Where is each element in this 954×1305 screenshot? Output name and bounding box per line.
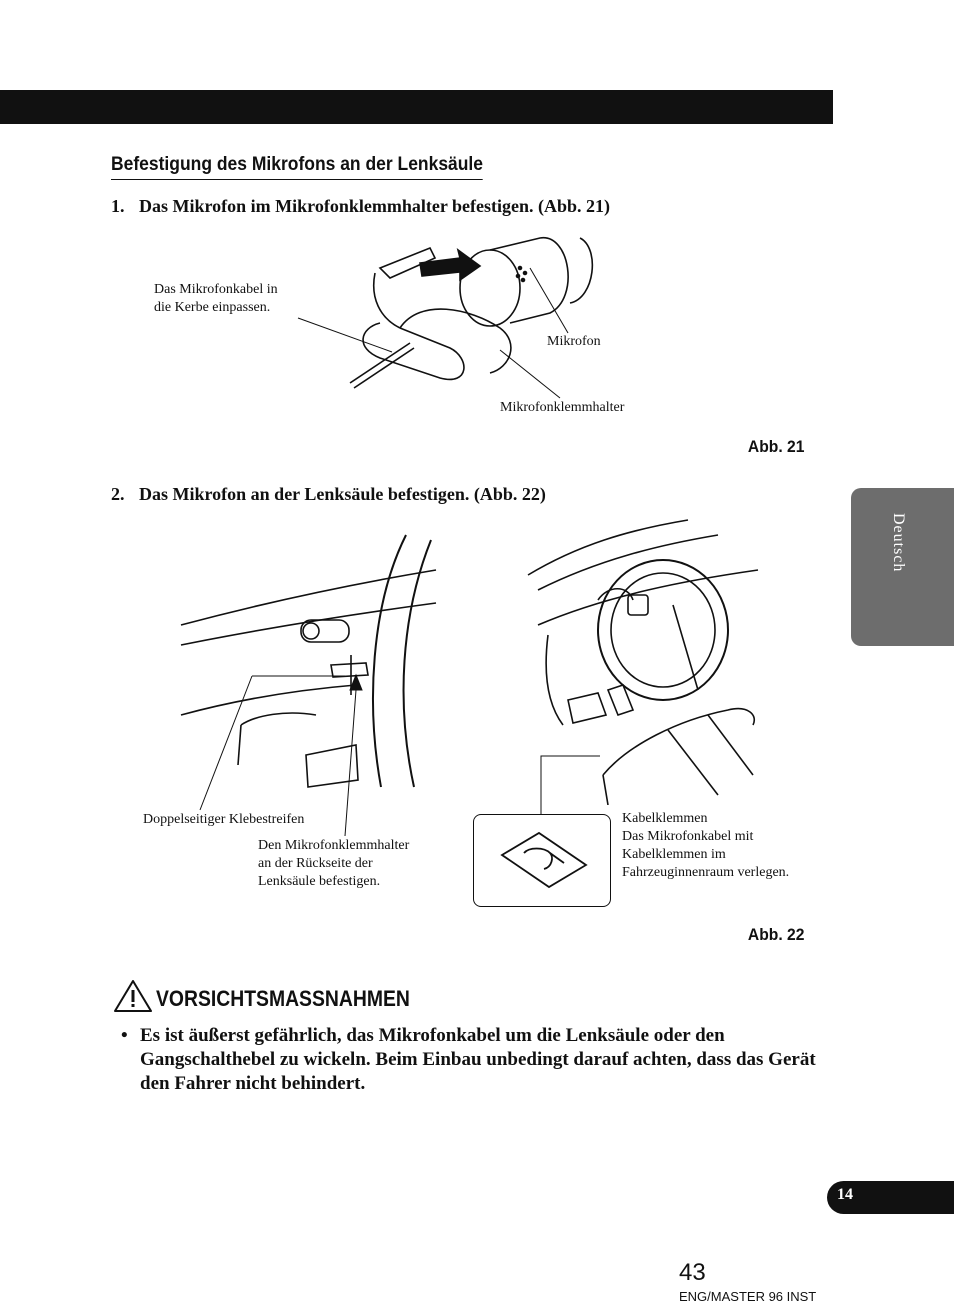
step-2-number: 2. (111, 484, 125, 504)
section-heading: Befestigung des Mikrofons an der Lenksäule (111, 154, 483, 180)
label-mount-holder: Den Mikrofonklemmhalter an der Rückseite der Lenksäule befestigen. (258, 838, 410, 889)
language-tab (851, 488, 954, 646)
footer-code: ENG/MASTER 96 INST (679, 1289, 817, 1304)
figure-21-caption: Abb. 21 (747, 437, 804, 456)
label-double-sided-tape: Doppelseitiger Klebestreifen (143, 812, 305, 827)
cable-clamp-inset (473, 814, 611, 907)
warning-triangle-icon (113, 979, 153, 1013)
label-cable-clamps: Kabelklemmen Das Mikrofonkabel mit Kabelklemmen im Fahrzeuginnenraum verlegen. (622, 811, 790, 880)
step-2-text: Das Mikrofon an der Lenksäule befestigen. (Abb. 22) (139, 484, 546, 504)
page-badge-number: 14 (837, 1186, 853, 1203)
label-cable-notch: Das Mikrofonkabel in die Kerbe einpassen. (154, 282, 278, 315)
language-tab-label: Deutsch (890, 513, 907, 573)
warning-title: VORSICHTSMASSNAHMEN (156, 986, 410, 1011)
step-1-text: Das Mikrofon im Mikrofonklemmhalter befestigen. (Abb. 21) (139, 196, 610, 216)
cable-clamp-icon (494, 827, 594, 893)
label-microphone: Mikrofon (547, 334, 601, 349)
bullet-dot: • (121, 1025, 128, 1046)
page-number: 43 (679, 1259, 706, 1286)
label-clamp-holder: Mikrofonklemmhalter (500, 400, 625, 415)
warning-bullet: Es ist äußerst gefährlich, das Mikrofonkabel um die Lenksäule oder den Gangschalthebel zu wickeln. Beim Einbau unbedingt darauf achten, dass das Gerät den Fahrer nicht behindert. (140, 1025, 816, 1094)
figure-22-caption: Abb. 22 (747, 925, 804, 944)
step-1-number: 1. (111, 196, 125, 216)
page-badge (827, 1181, 954, 1214)
